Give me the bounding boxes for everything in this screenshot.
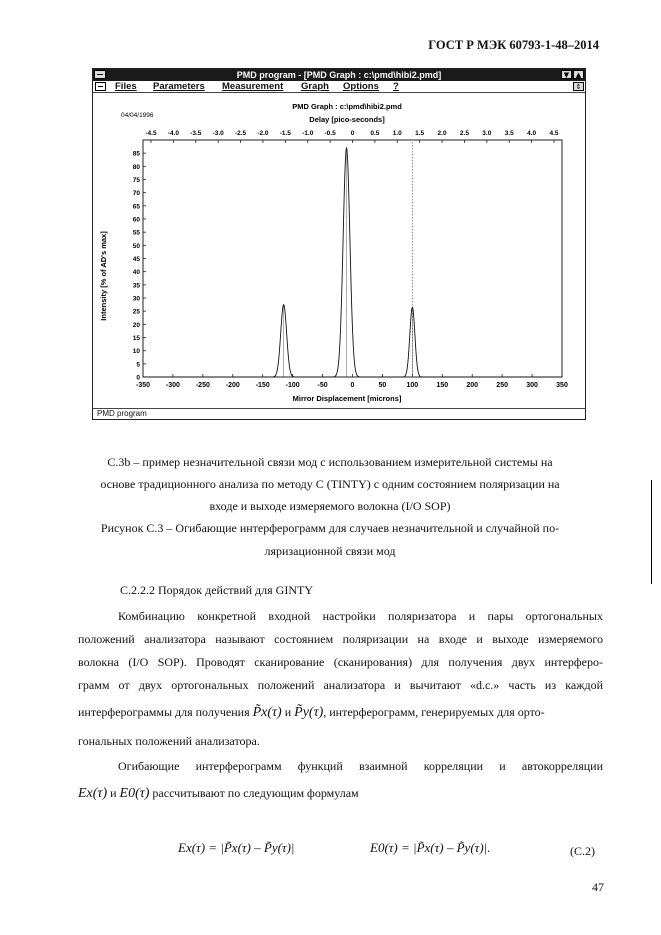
x2-tick-label: -3.0 <box>212 130 224 137</box>
x2-tick-label: 2.0 <box>437 130 447 137</box>
caption-line-3: входе и выходе измеряемого волокна (I/O SOP) <box>209 499 451 513</box>
x2-tick-label: 1.5 <box>415 130 425 137</box>
para1-line-5b: и <box>284 705 292 719</box>
para1-line-3: волокна (I/O SOP). Проводят сканирование (сканирования) для получения двух интерферо- <box>78 655 603 669</box>
maximize-button[interactable]: ▲ <box>573 70 584 79</box>
para2-line-1: Огибающие интерферограмм функций взаимной корреляции и автокорреляции <box>118 759 603 773</box>
x-tick-label: 250 <box>496 382 508 389</box>
px-tau-symbol: P̃x(τ) <box>252 705 282 720</box>
x-tick-label: -350 <box>135 382 151 389</box>
intensity-trace <box>143 148 562 377</box>
x2-tick-label: -2.5 <box>234 130 247 137</box>
x2-tick-label: 4.0 <box>527 130 537 137</box>
menu-bar <box>93 81 585 93</box>
window-title: PMD program - [PMD Graph : c:\pmd\hibi2.pmd] <box>236 70 442 80</box>
minimize-button[interactable]: ▼ <box>561 70 572 79</box>
e0-tau-symbol: E0(τ) <box>119 786 150 801</box>
para1-line-6: гональных положений анализатора. <box>78 734 260 748</box>
menu-files[interactable]: Files <box>115 81 137 92</box>
y-tick-label: 20 <box>132 321 140 329</box>
para1-line-2: положений анализатора называют состоянием поляризации на входе и выходе измеряемого <box>78 632 603 646</box>
para1-line-5 <box>78 701 603 724</box>
y-tick-label: 35 <box>132 282 140 290</box>
chart-y-label: Intensity [% of AD's max] <box>99 231 108 321</box>
para1-line-5c: , интерферограмм, генерируемых для орто- <box>323 705 545 719</box>
status-bar: PMD program <box>93 408 585 419</box>
y-tick-label: 40 <box>132 269 140 277</box>
x-tick-label: 50 <box>378 382 387 389</box>
x-tick-label: 100 <box>406 382 419 389</box>
y-tick-label: 10 <box>132 348 140 356</box>
margin-change-bar <box>651 480 652 584</box>
y-tick-label: 30 <box>132 295 140 303</box>
chart-x2-label: Delay [pico-seconds] <box>309 115 385 124</box>
x2-tick-label: 0.5 <box>370 130 380 137</box>
x-tick-label: -300 <box>165 382 180 389</box>
x2-tick-label: 1.0 <box>392 130 402 137</box>
x-tick-label: -250 <box>195 382 210 389</box>
window-title-bar <box>93 69 585 81</box>
y-tick-label: 25 <box>132 308 140 316</box>
y-tick-label: 0 <box>136 374 140 382</box>
y-tick-label: 50 <box>132 242 140 250</box>
para1-line-5a: интерферограммы для получения <box>78 705 250 719</box>
y-tick-label: 55 <box>132 229 140 237</box>
pmd-program-window <box>92 68 586 420</box>
chart-title: PMD Graph : c:\pmd\hibi2.pmd <box>292 102 402 111</box>
x-tick-label: 350 <box>556 382 568 389</box>
x-tick-label: 200 <box>466 382 479 389</box>
formula-ex: Ex(τ) = |P̃x(τ) – P̃y(τ)| <box>178 840 295 855</box>
x2-tick-label: -1.5 <box>279 130 291 137</box>
menu-parameters[interactable]: Parameters <box>153 81 205 92</box>
y-tick-label: 85 <box>132 150 140 158</box>
x2-tick-label: -4.5 <box>145 130 157 137</box>
ex-tau-symbol: Ex(τ) <box>78 786 108 801</box>
y-tick-label: 75 <box>132 177 140 184</box>
x2-tick-label: 3.0 <box>482 130 492 137</box>
x2-tick-label: 0 <box>350 130 355 137</box>
x2-tick-label: 4.5 <box>549 130 559 137</box>
section-title: С.2.2.2 Порядок действий для GINTY <box>120 583 313 597</box>
menu-measurement[interactable]: Measurement <box>222 81 284 92</box>
menu-options[interactable]: Options <box>343 81 379 92</box>
x2-tick-label: -1.0 <box>302 130 314 137</box>
y-tick-label: 15 <box>132 335 140 342</box>
y-tick-label: 5 <box>136 361 140 369</box>
y-tick-label: 60 <box>132 216 140 224</box>
para1-line-1: Комбинацию конкретной входной настройки поляризатора и пары ортогональных <box>118 609 603 623</box>
py-tau-symbol: P̃y(τ) <box>294 705 324 720</box>
chart-x-label: Mirror Displacement [microns] <box>292 394 402 403</box>
para2-line-2 <box>78 782 603 805</box>
x-tick-label: 150 <box>436 382 449 389</box>
x-tick-label: -100 <box>285 382 300 389</box>
plot-frame <box>143 140 562 377</box>
y-tick-label: 45 <box>132 256 140 263</box>
formula-e0: E0(τ) = |P̃x(τ) – P̃y(τ)|. <box>370 840 491 855</box>
document-header: ГОСТ Р МЭК 60793-1-48–2014 <box>428 38 599 52</box>
x-tick-label: 300 <box>526 382 538 389</box>
y-tick-label: 70 <box>132 190 140 198</box>
x-tick-label: -50 <box>317 382 328 389</box>
figure-caption-line-2: ляризационной связи мод <box>264 544 396 558</box>
menu-help[interactable]: ? <box>393 81 399 92</box>
restore-button[interactable]: ⇕ <box>573 82 584 91</box>
x2-tick-label: 2.5 <box>459 130 469 137</box>
x-tick-label: 0 <box>350 382 355 389</box>
chart-date: 04/04/1996 <box>121 112 154 119</box>
formula-number: (С.2) <box>570 844 595 858</box>
x2-tick-label: -0.5 <box>324 130 336 137</box>
figure-caption-line-1: Рисунок С.3 – Огибающие интерферограмм для случаев незначительной и случайной по- <box>100 521 560 535</box>
caption-line-2: основе традиционного анализа по методу С (TINTY) с одним состоянием поляризации на <box>100 477 560 491</box>
x-tick-label: -200 <box>225 382 240 389</box>
x2-tick-label: -2.0 <box>257 130 269 137</box>
x2-tick-label: -4.0 <box>167 130 179 137</box>
document-system-menu-icon[interactable] <box>95 82 106 91</box>
y-tick-label: 80 <box>132 163 140 171</box>
caption-line-1: С.3b – пример незначительной связи мод с использованием измерительной системы на <box>107 455 553 469</box>
x2-tick-label: -3.5 <box>190 130 202 137</box>
pmd-graph-chart <box>93 93 585 408</box>
para1-line-4: грамм от двух ортогональных положений анализатора и вычитают «d.c.» часть из каждой <box>78 678 603 692</box>
menu-graph[interactable]: Graph <box>301 81 329 92</box>
page-number: 47 <box>592 880 604 894</box>
x2-tick-label: 3.5 <box>504 130 514 137</box>
x-tick-label: -150 <box>255 382 270 389</box>
y-tick-label: 65 <box>132 203 140 211</box>
para2-line-2b: рассчитывают по следующим формулам <box>152 786 359 800</box>
para2-line-2a: и <box>110 786 117 800</box>
